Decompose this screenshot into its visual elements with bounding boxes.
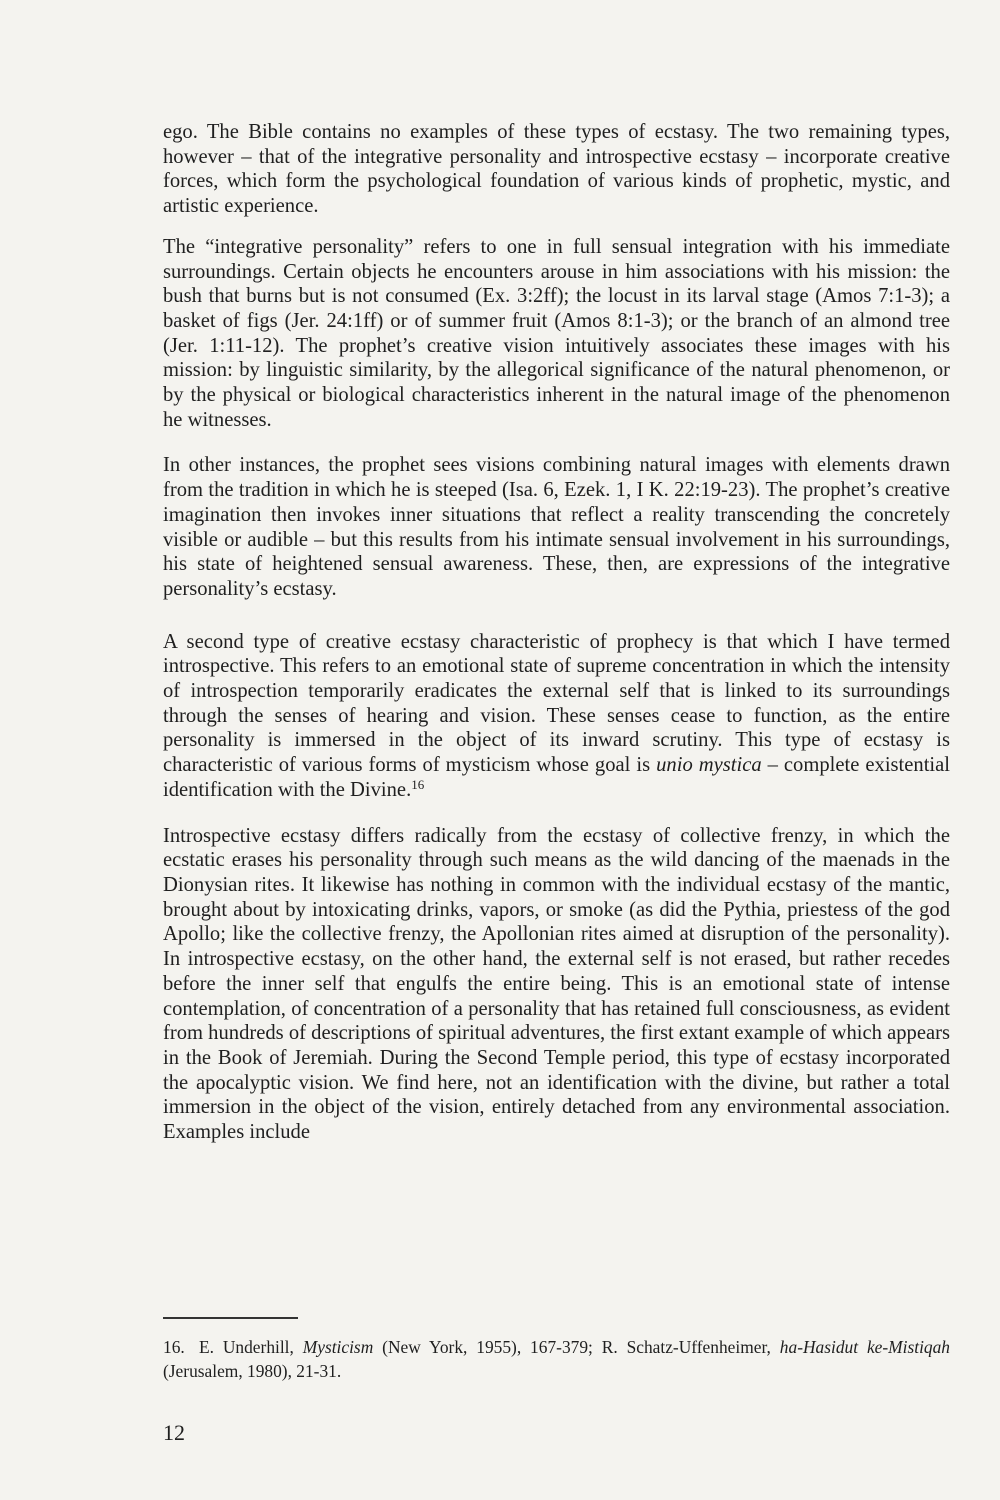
paragraph-4 [163, 630, 950, 803]
footnote-text-a: E. Underhill, [199, 1337, 303, 1357]
paragraph-4-italic: unio mystica [656, 754, 762, 777]
body-text [163, 120, 950, 1145]
footnote-divider [163, 1317, 298, 1319]
paragraph-4-tail: – complete existential identification with the Divine. [163, 754, 951, 801]
paragraph-3: In other instances, the prophet sees visions combining natural images with elements drawn from the tradition in which he is steeped (Isa. 6, Ezek. 1, I K. 22:19-23). The prophet’s creative imagination then invokes inner situations that reflect a reality transcending the concretely visible or audible – but this results from his intimate sensual involvement in his surroundings, his state of heightened sensual awareness. These, then, are expressions of the integrative personality’s ecstasy. [163, 454, 950, 600]
paragraph-5: Introspective ecstasy differs radically from the ecstasy of collective frenzy, in which the ecstatic erases his personality through such means as the wild dancing of the maenads in the Dionysian rites. It likewise has nothing in common with the individual ecstasy of the mantic, brought about by intoxicating drinks, vapors, or smoke (as did the Pythia, priestess of the god Apollo; like the collective frenzy, the Apollonian rites aimed at disruption of the personality). In introspective ecstasy, on the other hand, the external self is not erased, but rather recedes before the inner self that engulfs the entire being. This is an emotional state of intense contemplation, of concentration of a personality that has retained full consciousness, as evident from hundreds of descriptions of spiritual adventures, the first extant example of which appears in the Book of Jeremiah. During the Second Temple period, this type of ecstasy incorporated the apocalyptic vision. We find here, not an identification with the divine, but rather a total immersion in the object of the vision, entirely detached from any environmental association. Examples include [163, 824, 950, 1144]
paragraph-4-text: A second type of creative ecstasy characteristic of prophecy is that which I have termed introspective. This refers to an emotional state of supreme concentration in which the intensity of introspection temporarily eradicates the external self that is linked to its surroundings through the senses of hearing and vision. These senses cease to function, as the entire personality is immersed in the object of its inward scrutiny. This type of ecstasy is characteristic of various forms of mysticism whose goal is [163, 630, 950, 777]
footnote-16 [163, 1335, 950, 1383]
footnote-text-b: (New York, 1955), 167-379; R. Schatz-Uffenheimer, [373, 1337, 780, 1357]
footnote-reference[interactable]: 16 [411, 776, 425, 792]
paragraph-1: ego. The Bible contains no examples of these types of ecstasy. The two remaining types, however – that of the integrative personality and introspective ecstasy – incorporate creative forces, which form the psychological foundation of various kinds of prophetic, mystic, and artistic experience. [163, 121, 950, 218]
footnote-text-c: (Jerusalem, 1980), 21-31. [163, 1361, 342, 1381]
page-number: 12 [163, 1420, 185, 1445]
footnote-title-a: Mysticism [302, 1337, 374, 1357]
paragraph-2: The “integrative personality” refers to one in full sensual integration with his immediate surroundings. Certain objects he encounters arouse in him associations with his mission: the bush that burns but is not consumed (Ex. 3:2ff); the locust in its larval stage (Amos 7:1-3); a basket of figs (Jer. 24:1ff) or of summer fruit (Amos 8:1-3); or the branch of an almond tree (Jer. 1:11-12). The prophet’s creative vision intuitively associates these images with his mission: by linguistic similarity, by the allegorical significance of the natural phenomenon, or by the physical or biological characteristics inherent in the natural image of the phenomenon he witnesses. [163, 235, 950, 431]
footnote-title-b: ha-Hasidut ke-Mistiqah [779, 1337, 951, 1357]
footnote-number: 16. [163, 1337, 185, 1357]
